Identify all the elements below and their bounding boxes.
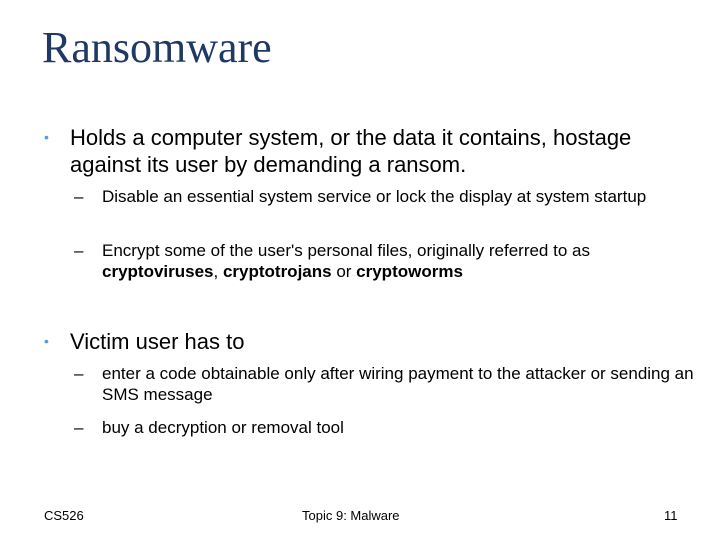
term-cryptotrojans: cryptotrojans: [222, 262, 332, 281]
footer-course: CS526: [44, 508, 84, 523]
dash-icon: –: [74, 418, 84, 437]
dash-icon: –: [74, 187, 84, 206]
sub-bullet-text-sep2: or: [331, 262, 357, 281]
bullet-icon: •: [44, 129, 49, 145]
bullet-item-2: [44, 328, 694, 355]
sub-bullet-item-1: [74, 186, 694, 207]
sub-bullet-item-4: [74, 417, 694, 438]
dash-icon: –: [74, 241, 84, 260]
bullet-text: Holds a computer system, or the data it contains, hostage against its user by demanding a ransom.: [70, 125, 632, 177]
sub-bullet-text-pre: Encrypt some of the user's personal files, originally referred to as: [102, 241, 590, 260]
term-cryptoviruses: cryptoviruses: [102, 262, 214, 281]
sub-bullet-text-sep1: ,: [213, 262, 223, 281]
sub-bullet-text: buy a decryption or removal tool: [102, 418, 344, 437]
sub-bullet-text: [102, 240, 694, 282]
dash-icon: –: [74, 364, 84, 383]
sub-bullet-item-2: [74, 240, 694, 282]
sub-bullet-text: Disable an essential system service or lock the display at system startup: [102, 187, 647, 206]
sub-bullet-text: enter a code obtainable only after wiring payment to the attacker or sending an SMS message: [102, 364, 694, 404]
term-cryptoworms: cryptoworms: [356, 262, 463, 281]
footer-topic: Topic 9: Malware: [302, 508, 400, 523]
bullet-icon: •: [44, 333, 49, 349]
sub-bullet-item-3: [74, 363, 694, 405]
slide-title: Ransomware: [42, 23, 272, 72]
footer-page-number: 11: [664, 508, 678, 523]
bullet-text: Victim user has to: [70, 329, 245, 354]
bullet-item-1: [44, 124, 694, 178]
